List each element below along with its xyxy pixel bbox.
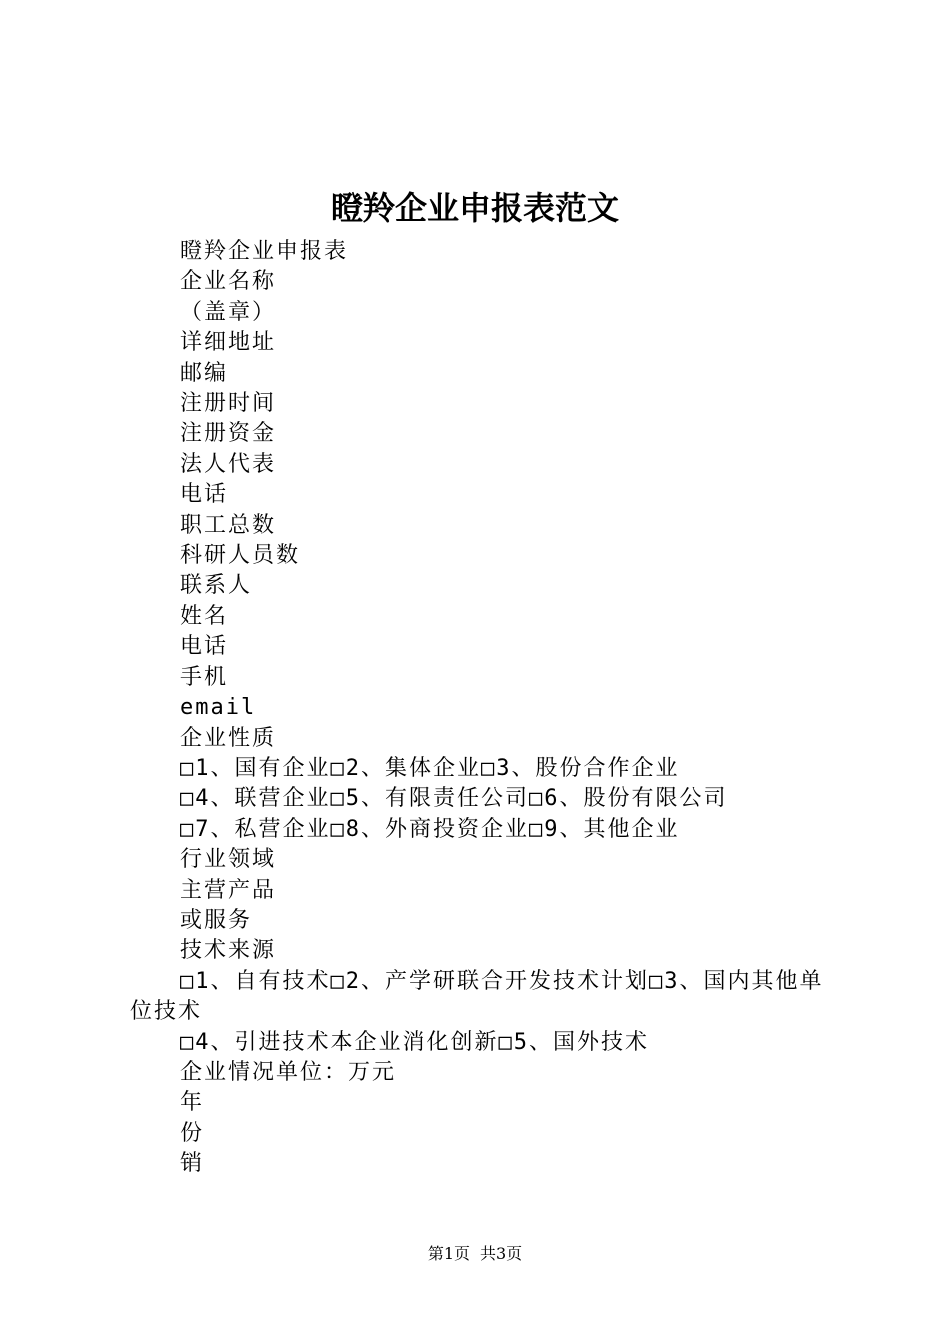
paragraph: 职工总数 (180, 512, 277, 538)
paragraph: □4、联营企业□5、有限责任公司□6、股份有限公司 (180, 786, 728, 812)
paragraph: 联系人 (180, 573, 253, 599)
paragraph: 瞪羚企业申报表 (180, 239, 349, 264)
paragraph: 技术来源 (180, 938, 277, 964)
paragraph: 企业情况单位：万元 (180, 1059, 397, 1085)
document-body (130, 237, 835, 1180)
paragraph: 主营产品 (180, 877, 277, 903)
paragraph: 姓名 (180, 603, 229, 629)
page-number-current: 第1页 (427, 1244, 470, 1263)
paragraph: 行业领域 (180, 847, 277, 873)
paragraph: □4、引进技术本企业消化创新□5、国外技术 (180, 1029, 649, 1055)
paragraph: 科研人员数 (180, 543, 301, 569)
document-title: 瞪羚企业申报表范文 (330, 189, 619, 227)
page-number-total: 共3页 (480, 1244, 523, 1263)
paragraph: 法人代表 (180, 451, 277, 477)
paragraph: □1、国有企业□2、集体企业□3、股份合作企业 (180, 755, 680, 781)
paragraph: 手机 (180, 664, 229, 690)
paragraph: 详细地址 (180, 330, 277, 356)
paragraph: 注册时间 (180, 391, 277, 417)
paragraph: 份 (180, 1120, 205, 1146)
page-footer (0, 1243, 950, 1265)
paragraph: 销 (180, 1151, 205, 1177)
paragraph: 企业名称 (180, 269, 277, 295)
paragraph: □7、私营企业□8、外商投资企业□9、其他企业 (180, 816, 680, 842)
paragraph: 电话 (180, 634, 229, 660)
paragraph: 或服务 (180, 907, 253, 933)
paragraph: 注册资金 (180, 421, 277, 447)
paragraph: 年 (180, 1090, 205, 1116)
paragraph: □1、自有技术□2、产学研联合开发技术计划□3、国内其他单位技术 (130, 968, 824, 1025)
paragraph: （盖章） (180, 299, 277, 325)
paragraph: email (180, 695, 257, 721)
paragraph: 电话 (180, 482, 229, 508)
paragraph: 企业性质 (180, 725, 277, 751)
paragraph: 邮编 (180, 360, 229, 386)
